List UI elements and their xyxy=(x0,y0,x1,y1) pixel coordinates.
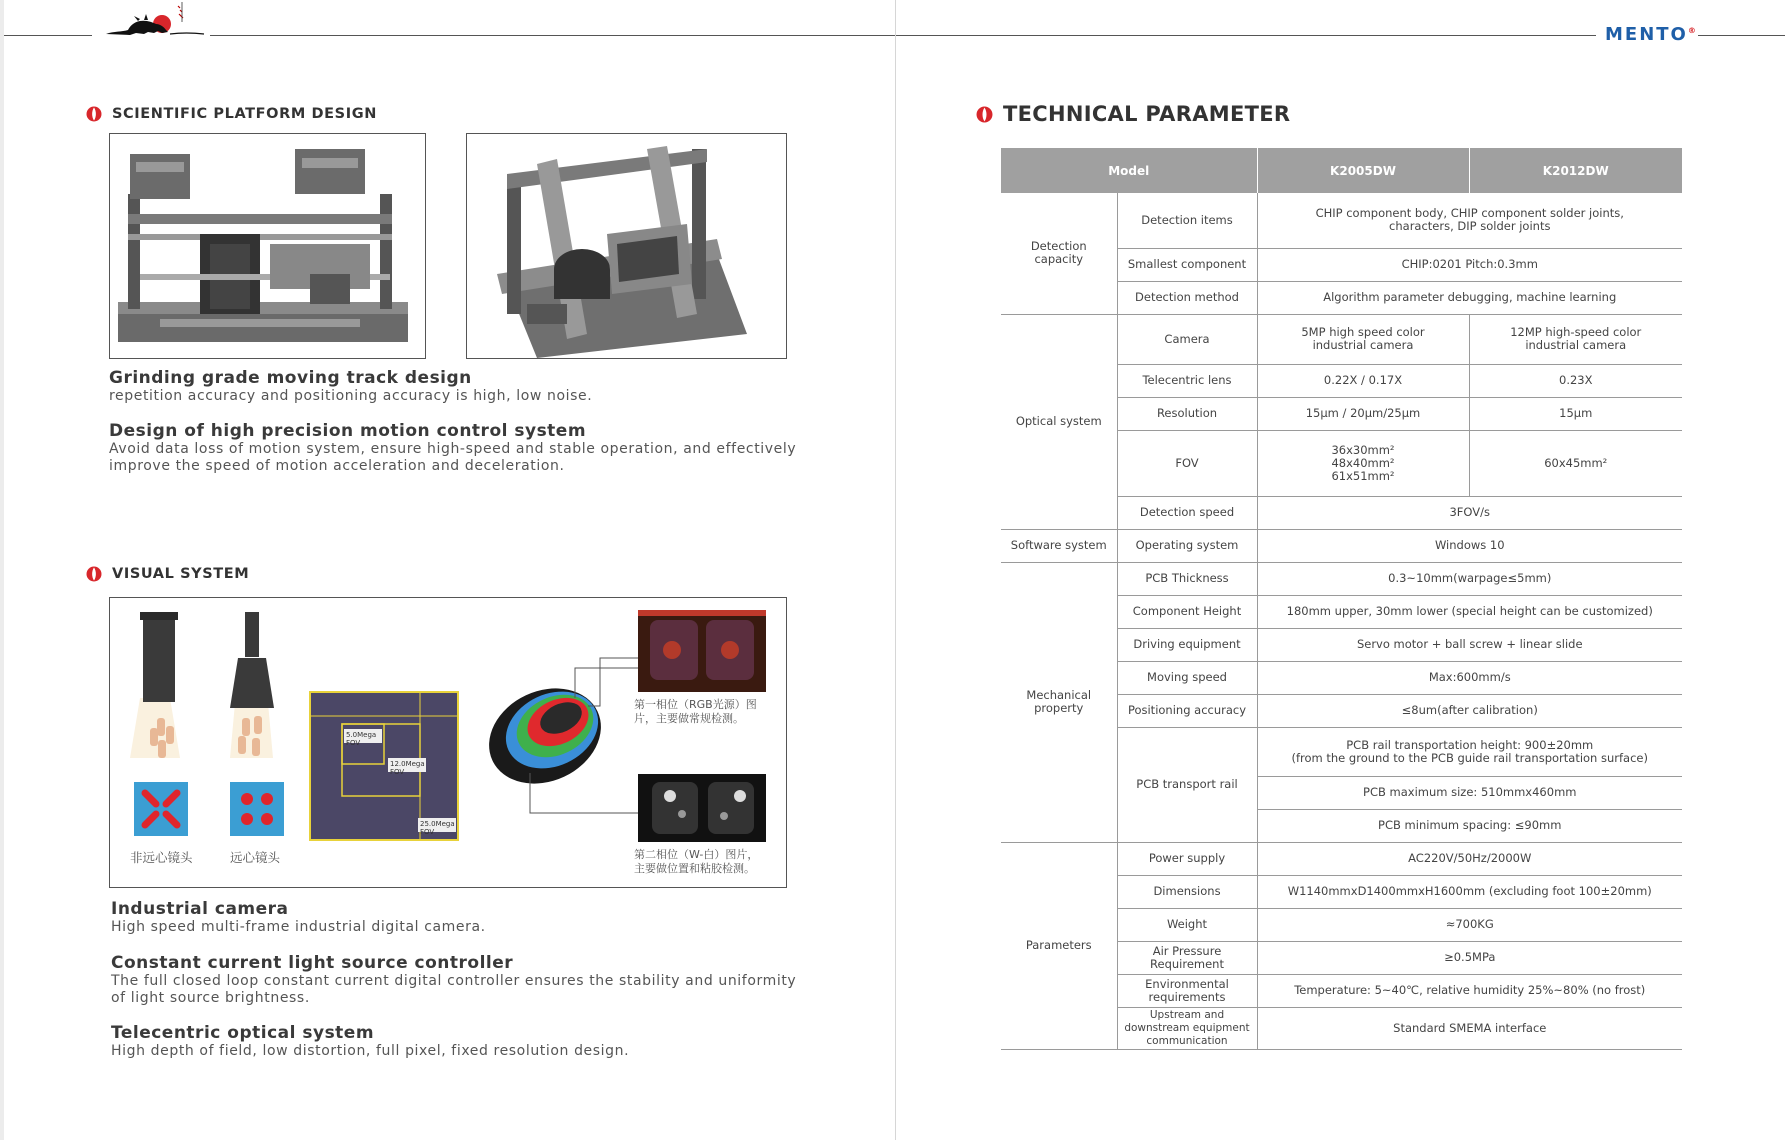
white-phase-image xyxy=(638,774,766,842)
table-row xyxy=(1001,842,1682,875)
feature-desc: The full closed loop constant current digital controller ensures the stability and uniformity of light source brightness. xyxy=(111,973,797,1006)
value-communication: Standard SMEMA interface xyxy=(1257,1007,1682,1049)
dome-light-icon xyxy=(473,658,638,813)
feature-desc: repetition accuracy and positioning accuracy is high, low noise. xyxy=(109,388,593,404)
rgb-phase-image xyxy=(638,610,766,692)
section-title-text: VISUAL SYSTEM xyxy=(112,566,250,582)
param-camera: Camera xyxy=(1117,314,1257,364)
param-environmental: Environmental requirements xyxy=(1117,974,1257,1007)
value-pcb-thickness: 0.3~10mm(warpage≤5mm) xyxy=(1257,562,1682,595)
param-air-pressure: Air Pressure Requirement xyxy=(1117,941,1257,974)
value-fov-k2012dw: 60x45mm² xyxy=(1469,430,1682,496)
param-resolution: Resolution xyxy=(1117,397,1257,430)
param-driving-equipment: Driving equipment xyxy=(1117,628,1257,661)
header-model: Model xyxy=(1001,148,1257,193)
group-mechanical-property: Mechanical property xyxy=(1001,562,1117,842)
value-fov-k2005dw xyxy=(1257,430,1469,496)
header-rule-right xyxy=(896,35,1596,36)
value-detection-speed: 3FOV/s xyxy=(1257,496,1682,529)
white-phase-caption: 第二相位（W-白）图片，主要做位置和粘胶检测。 xyxy=(634,848,759,875)
section-title-text: TECHNICAL PARAMETER xyxy=(1003,102,1291,126)
value-pcb-max-size: PCB maximum size: 510mmx460mm xyxy=(1257,776,1682,809)
value-operating-system: Windows 10 xyxy=(1257,529,1682,562)
machine-front-illustration xyxy=(110,134,425,358)
value-camera-k2005dw: 5MP high speed color industrial camera xyxy=(1257,314,1469,364)
param-power-supply: Power supply xyxy=(1117,842,1257,875)
feature-title: Telecentric optical system xyxy=(111,1023,375,1043)
param-telecentric-lens: Telecentric lens xyxy=(1117,364,1257,397)
header-rule-end xyxy=(1698,35,1785,36)
section-bullet-icon xyxy=(976,106,993,123)
value-dimensions: W1140mmxD1400mmxH1600mm (excluding foot 100±20mm) xyxy=(1257,875,1682,908)
fov-label-25mega: 25.0Mega FOV xyxy=(420,820,455,836)
feature-track-design xyxy=(109,368,809,405)
fov-line: 48x40mm² xyxy=(1331,455,1395,470)
rail-height-line: PCB rail transportation height: 900±20mm xyxy=(1346,737,1594,752)
group-software-system: Software system xyxy=(1001,529,1117,562)
group-optical-system: Optical system xyxy=(1001,314,1117,529)
table-row xyxy=(1001,562,1682,595)
brand-name: MENTO xyxy=(1605,24,1688,45)
feature-title: Constant current light source controller xyxy=(111,953,514,973)
visual-system-illustration xyxy=(110,598,786,887)
value-weight: ≈700KG xyxy=(1257,908,1682,941)
fov-line: 36x30mm² xyxy=(1331,442,1395,457)
fov-board-icon xyxy=(310,692,458,840)
param-fov: FOV xyxy=(1117,430,1257,496)
page-spine xyxy=(895,0,896,1140)
header-rule-mid xyxy=(210,35,895,36)
feature-title: Design of high precision motion control system xyxy=(109,421,587,441)
brand-logo xyxy=(1605,24,1698,45)
platform-image-front xyxy=(109,133,426,359)
value-positioning-accuracy: ≤8um(after calibration) xyxy=(1257,694,1682,727)
group-parameters: Parameters xyxy=(1001,842,1117,1049)
rail-height-note: (from the ground to the PCB guide rail transportation surface) xyxy=(1291,750,1648,765)
value-camera-k2012dw: 12MP high-speed color industrial camera xyxy=(1469,314,1682,364)
param-component-height: Component Height xyxy=(1117,595,1257,628)
group-detection-capacity: Detection capacity xyxy=(1001,193,1117,314)
feature-industrial-camera xyxy=(111,899,811,936)
param-pcb-transport-rail: PCB transport rail xyxy=(1117,727,1257,842)
feature-motion-control xyxy=(109,421,799,475)
value-pcb-min-spacing: PCB minimum spacing: ≤90mm xyxy=(1257,809,1682,842)
param-detection-speed: Detection speed xyxy=(1117,496,1257,529)
value-rail-height xyxy=(1257,727,1682,776)
value-detection-method: Algorithm parameter debugging, machine learning xyxy=(1257,281,1682,314)
telecentric-label: 远心镜头 xyxy=(230,850,281,865)
param-detection-method: Detection method xyxy=(1117,281,1257,314)
header-k2005dw: K2005DW xyxy=(1257,148,1469,193)
value-detection-items: CHIP component body, CHIP component solder joints, characters, DIP solder joints xyxy=(1257,193,1682,248)
bull-logo-icon xyxy=(100,0,206,42)
fov-line: 61x51mm² xyxy=(1331,468,1395,483)
value-moving-speed: Max:600mm/s xyxy=(1257,661,1682,694)
section-bullet-icon xyxy=(86,566,102,582)
value-driving-equipment: Servo motor + ball screw + linear slide xyxy=(1257,628,1682,661)
value-component-height: 180mm upper, 30mm lower (special height can be customized) xyxy=(1257,595,1682,628)
value-power-supply: AC220V/50Hz/2000W xyxy=(1257,842,1682,875)
header-rule-left xyxy=(4,35,92,36)
technical-parameter-title xyxy=(976,102,1290,126)
value-resolution-k2005dw: 15μm / 20μm/25μm xyxy=(1257,397,1469,430)
feature-light-controller xyxy=(111,953,801,1007)
visual-system-figure xyxy=(109,597,787,888)
param-operating-system: Operating system xyxy=(1117,529,1257,562)
platform-section-title xyxy=(86,106,377,122)
telecentric-lens-icon xyxy=(230,612,284,836)
machine-iso-illustration xyxy=(467,134,786,358)
feature-title: Industrial camera xyxy=(111,899,289,919)
value-smallest-component: CHIP:0201 Pitch:0.3mm xyxy=(1257,248,1682,281)
non-telecentric-label: 非远心镜头 xyxy=(130,850,193,865)
table-row xyxy=(1001,314,1682,364)
rgb-phase-caption: 第一相位（RGB光源）图片，主要做常规检测。 xyxy=(634,698,757,725)
feature-telecentric-optics xyxy=(111,1023,811,1060)
param-moving-speed: Moving speed xyxy=(1117,661,1257,694)
value-lens-k2005dw: 0.22X / 0.17X xyxy=(1257,364,1469,397)
feature-desc: Avoid data loss of motion system, ensure high-speed and stable operation, and effectively improve the speed of motion acceleration and deceleration. xyxy=(109,441,797,474)
param-positioning-accuracy: Positioning accuracy xyxy=(1117,694,1257,727)
value-air-pressure: ≥0.5MPa xyxy=(1257,941,1682,974)
spec-table xyxy=(1001,148,1682,1050)
value-lens-k2012dw: 0.23X xyxy=(1469,364,1682,397)
param-smallest-component: Smallest component xyxy=(1117,248,1257,281)
param-dimensions: Dimensions xyxy=(1117,875,1257,908)
value-resolution-k2012dw: 15μm xyxy=(1469,397,1682,430)
param-weight: Weight xyxy=(1117,908,1257,941)
table-header-row xyxy=(1001,148,1682,193)
fov-label-12mega: 12.0Mega FOV xyxy=(390,760,425,776)
param-pcb-thickness: PCB Thickness xyxy=(1117,562,1257,595)
value-environmental: Temperature: 5~40℃, relative humidity 25%~80% (no frost) xyxy=(1257,974,1682,1007)
platform-image-iso xyxy=(466,133,787,359)
brand-trademark: ® xyxy=(1687,26,1698,35)
param-communication: Upstream and downstream equipment communication xyxy=(1117,1007,1257,1049)
feature-desc: High speed multi-frame industrial digital camera. xyxy=(111,919,486,935)
header-k2012dw: K2012DW xyxy=(1469,148,1682,193)
page-edge xyxy=(0,0,4,1140)
non-telecentric-lens-icon xyxy=(130,612,188,836)
fov-label-5mega: 5.0Mega FOV xyxy=(346,731,377,747)
visual-section-title xyxy=(86,566,249,582)
feature-title: Grinding grade moving track design xyxy=(109,368,472,388)
param-detection-items: Detection items xyxy=(1117,193,1257,248)
table-row xyxy=(1001,529,1682,562)
table-row xyxy=(1001,193,1682,248)
section-title-text: SCIENTIFIC PLATFORM DESIGN xyxy=(112,106,377,122)
feature-desc: High depth of field, low distortion, full pixel, fixed resolution design. xyxy=(111,1043,630,1059)
section-bullet-icon xyxy=(86,106,102,122)
